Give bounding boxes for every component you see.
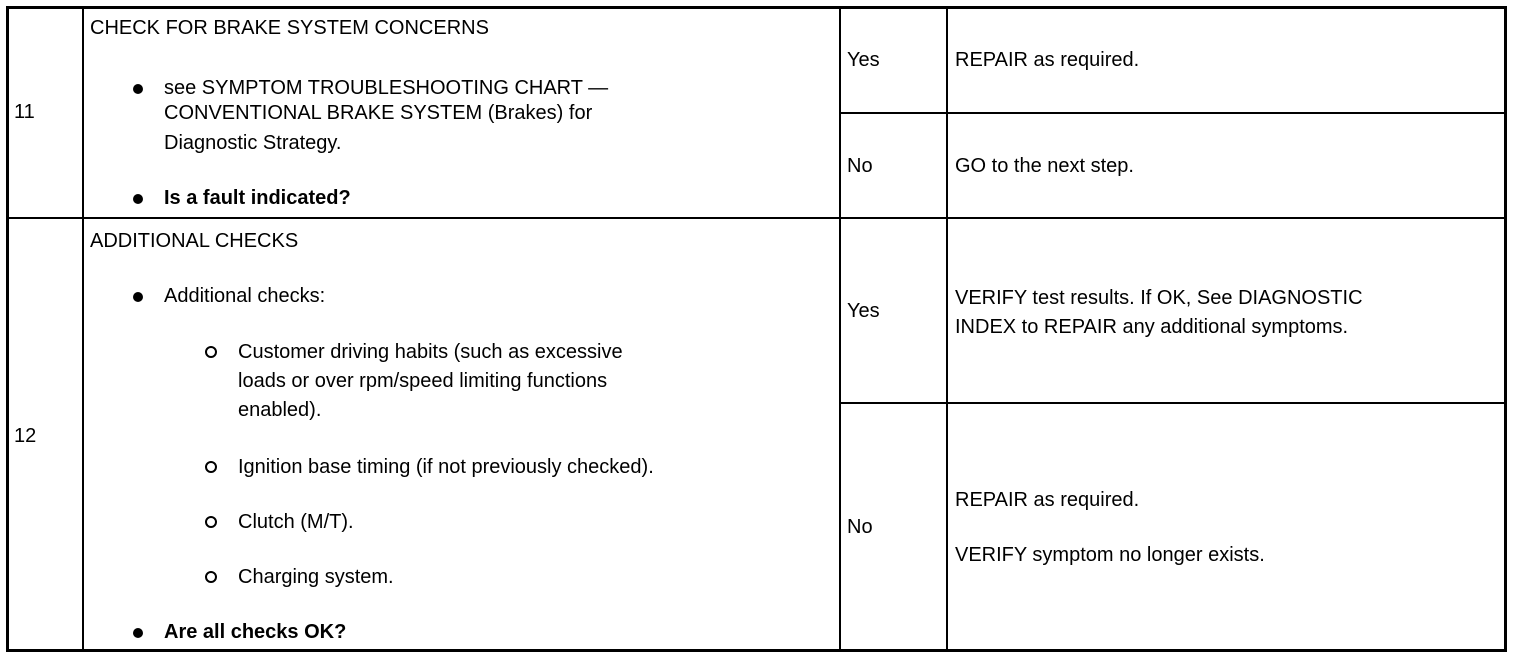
- sub-bullet-icon: [205, 461, 217, 473]
- column-divider-action: [946, 6, 948, 652]
- step-12-sub1-line-3: enabled).: [238, 399, 322, 421]
- step-11-bullet-line-1: see SYMPTOM TROUBLESHOOTING CHART —: [164, 77, 609, 99]
- step-12-sub2: Ignition base timing (if not previously checked).: [238, 456, 654, 478]
- bullet-icon: [133, 628, 143, 638]
- row-12-yes-no-divider: [839, 402, 1507, 404]
- step-11-no-label: No: [847, 155, 873, 177]
- bullet-icon: [133, 292, 143, 302]
- step-12-sub1-line-2: loads or over rpm/speed limiting functions: [238, 370, 608, 392]
- step-11-no-action: GO to the next step.: [955, 155, 1134, 177]
- step-11-yes-action: REPAIR as required.: [955, 49, 1140, 71]
- step-12-yes-action-line-2: INDEX to REPAIR any additional symptoms.: [955, 316, 1349, 338]
- sub-bullet-icon: [205, 346, 217, 358]
- step-12-no-label: No: [847, 516, 873, 538]
- step-12-no-action-1: REPAIR as required.: [955, 489, 1140, 511]
- step-12-question: Are all checks OK?: [164, 621, 347, 643]
- step-number-12: 12: [14, 425, 37, 447]
- step-number-11: 11: [14, 101, 35, 123]
- step-12-sub3: Clutch (M/T).: [238, 511, 354, 533]
- row-11-yes-no-divider: [839, 112, 1507, 114]
- step-12-yes-action-line-1: VERIFY test results. If OK, See DIAGNOSTIC: [955, 287, 1363, 309]
- step-11-title: CHECK FOR BRAKE SYSTEM CONCERNS: [90, 17, 489, 39]
- sub-bullet-icon: [205, 571, 217, 583]
- row-divider-11-12: [6, 217, 1507, 219]
- step-12-sub4: Charging system.: [238, 566, 394, 588]
- column-divider-step: [82, 6, 84, 652]
- step-11-yes-label: Yes: [847, 49, 880, 71]
- step-12-bullet: Additional checks:: [164, 285, 326, 307]
- step-12-yes-label: Yes: [847, 300, 880, 322]
- step-11-bullet-line-2: CONVENTIONAL BRAKE SYSTEM (Brakes) for: [164, 102, 593, 124]
- step-12-title: ADDITIONAL CHECKS: [90, 230, 299, 252]
- step-11-question: Is a fault indicated?: [164, 187, 351, 209]
- bullet-icon: [133, 84, 143, 94]
- bullet-icon: [133, 194, 143, 204]
- sub-bullet-icon: [205, 516, 217, 528]
- step-12-sub1-line-1: Customer driving habits (such as excessive: [238, 341, 623, 363]
- step-12-no-action-2: VERIFY symptom no longer exists.: [955, 544, 1265, 566]
- column-divider-answer: [839, 6, 841, 652]
- step-11-bullet-line-3: Diagnostic Strategy.: [164, 132, 342, 154]
